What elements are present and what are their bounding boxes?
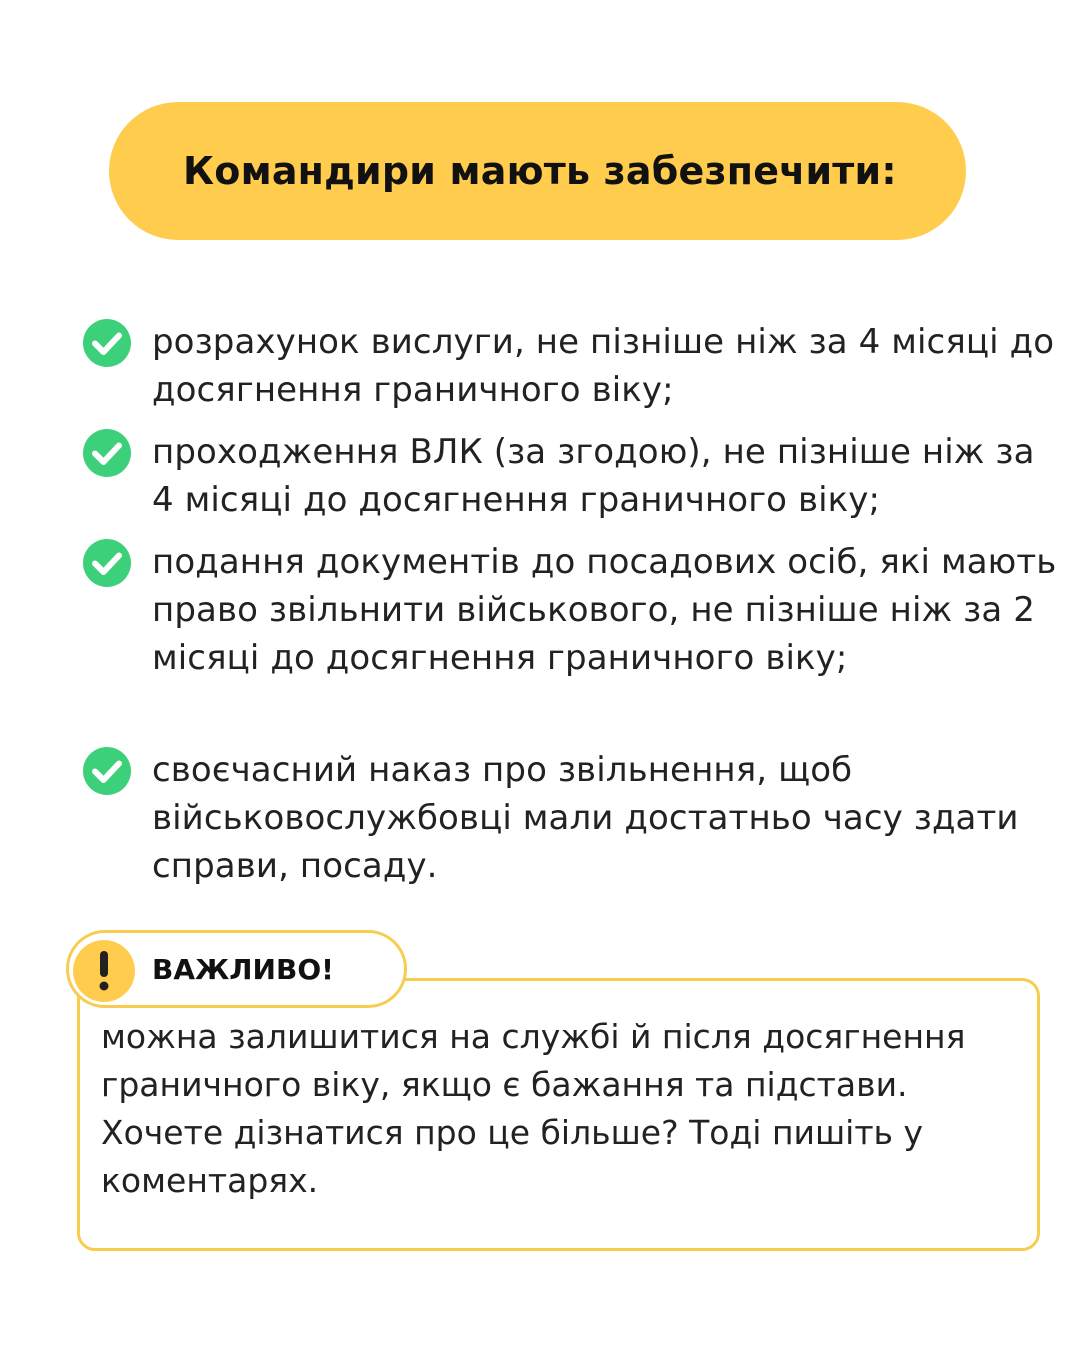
page-title: Командири мають забезпечити:	[183, 149, 897, 193]
check-circle-icon	[82, 746, 132, 796]
list-item-text: своєчасний наказ про звільнення, щоб військовослужбовці мали достатньо часу здати справи, посаду.	[152, 750, 1019, 886]
list-item-text: розрахунок вислуги, не пізніше ніж за 4 місяці до досягнення граничного віку;	[152, 322, 1055, 410]
check-circle-icon	[82, 318, 132, 368]
list-item-text: подання документів до посадових осіб, які мають право звільнити військового, не пізніше ніж за 2 місяці до досягнення граничного віку;	[152, 542, 1057, 678]
check-circle-icon	[82, 428, 132, 478]
notice-text: можна залишитися на службі й після досягнення граничного віку, якщо є бажання та підстави. Хочете дізнатися про це більше? Тоді пишіть у коментарях.	[101, 1017, 966, 1200]
notice-tag-label: ВАЖЛИВО!	[152, 953, 334, 986]
exclamation-circle-icon	[72, 939, 136, 1003]
check-circle-icon	[82, 538, 132, 588]
title-banner	[109, 102, 966, 240]
list-item-text: проходження ВЛК (за згодою), не пізніше ніж за 4 місяці до досягнення граничного віку;	[152, 432, 1035, 520]
